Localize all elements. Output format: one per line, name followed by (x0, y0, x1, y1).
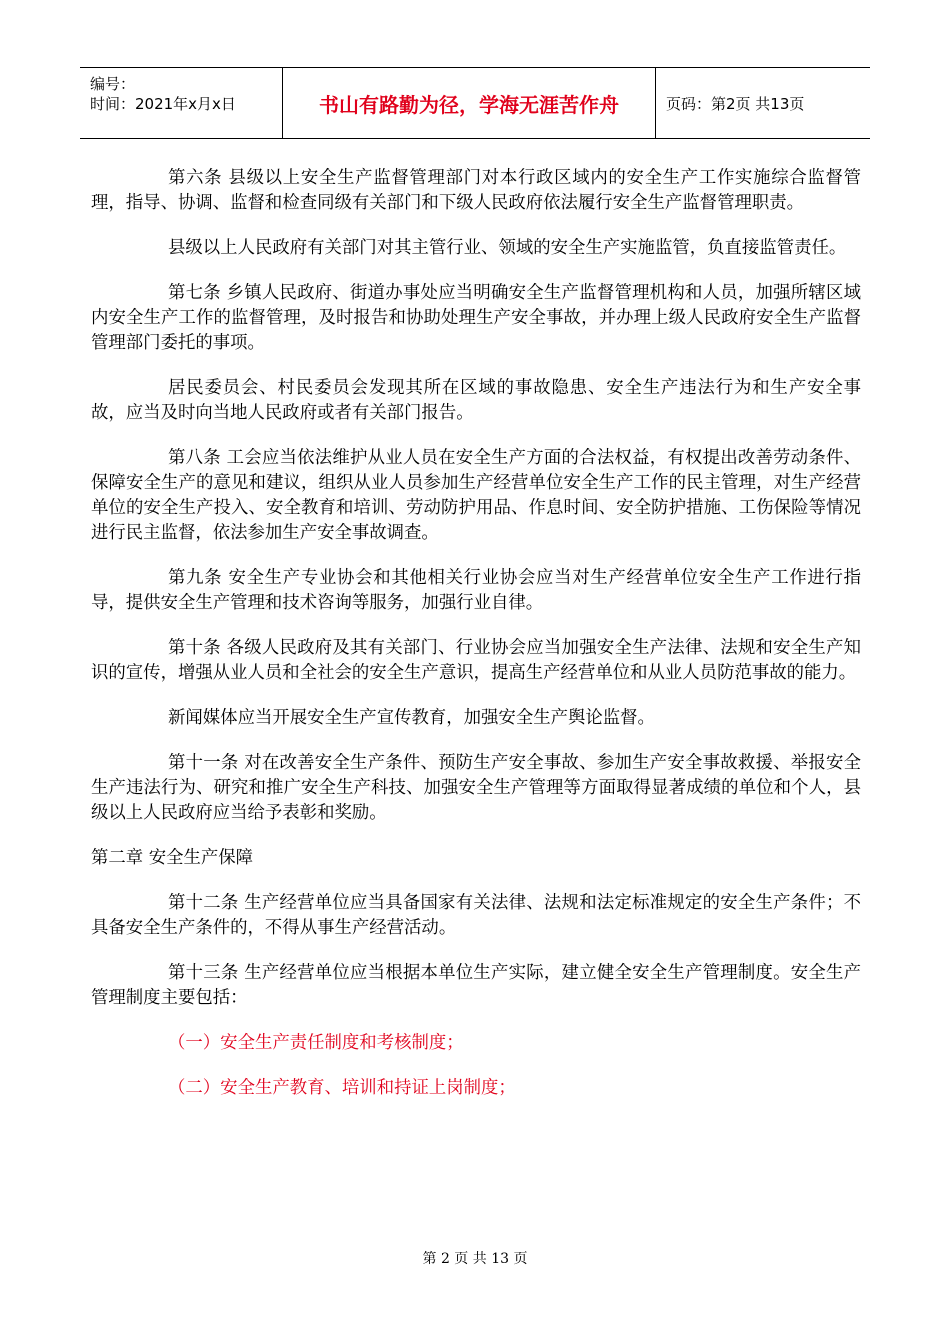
article-7: 第七条 乡镇人民政府、街道办事处应当明确安全生产监督管理机构和人员，加强所辖区域内安全生产工作的监督管理，及时报告和协助处理生产安全事故，并办理上级人民政府安全生产监督管理部门委托的事项。 (91, 283, 861, 353)
article-10-paragraph-2: 新闻媒体应当开展安全生产宣传教育，加强安全生产舆论监督。 (168, 708, 655, 728)
document-number: 编号： (90, 75, 136, 93)
article-12: 第十二条 生产经营单位应当具备国家有关法律、法规和法定标准规定的安全生产条件；不具备安全生产条件的，不得从事生产经营活动。 (91, 893, 861, 938)
document-date: 时间：2021年x月x日 (90, 95, 236, 113)
article-13: 第十三条 生产经营单位应当根据本单位生产实际，建立健全安全生产管理制度。安全生产管理制度主要包括： (91, 963, 861, 1008)
article-6: 第六条 县级以上安全生产监督管理部门对本行政区域内的安全生产工作实施综合监督管理，指导、协调、监督和检查同级有关部门和下级人民政府依法履行安全生产监督管理职责。 (91, 168, 861, 213)
article-10: 第十条 各级人民政府及其有关部门、行业协会应当加强安全生产法律、法规和安全生产知识的宣传，增强从业人员和全社会的安全生产意识，提高生产经营单位和从业人员防范事故的能力。 (91, 638, 861, 683)
page-footer: 第 2 页 共 13 页 (422, 1251, 528, 1267)
article-9: 第九条 安全生产专业协会和其他相关行业协会应当对生产经营单位安全生产工作进行指导，提供安全生产管理和技术咨询等服务，加强行业自律。 (91, 568, 861, 613)
header-meta (80, 68, 282, 138)
article-8: 第八条 工会应当依法维护从业人员在安全生产方面的合法权益，有权提出改善劳动条件、保障安全生产的意见和建议，组织从业人员参加生产经营单位安全生产工作的民主管理，对生产经营单位的安全生产投入、安全教育和培训、劳动防护用品、作息时间、安全防护措施、工伤保险等情况进行民主监督，依法参加生产安全事故调查。 (91, 448, 861, 543)
chapter-heading: 第二章 安全生产保障 (91, 848, 254, 868)
document-header (80, 67, 870, 139)
article-6-paragraph-2: 县级以上人民政府有关部门对其主管行业、领域的安全生产实施监管，负直接监管责任。 (168, 238, 847, 258)
article-7-paragraph-2: 居民委员会、村民委员会发现其所在区域的事故隐患、安全生产违法行为和生产安全事故，应当及时向当地人民政府或者有关部门报告。 (91, 378, 861, 423)
header-motto: 书山有路勤为径，学海无涯苦作舟 (282, 68, 656, 138)
header-page-info: 页码：第2页 共13页 (666, 94, 805, 113)
list-item-2: （二）安全生产教育、培训和持证上岗制度； (168, 1078, 516, 1098)
list-item-1: （一）安全生产责任制度和考核制度； (168, 1033, 464, 1053)
article-11: 第十一条 对在改善安全生产条件、预防生产安全事故、参加生产安全事故救援、举报安全生产违法行为、研究和推广安全生产科技、加强安全生产管理等方面取得显著成绩的单位和个人，县级以上人民政府应当给予表彰和奖励。 (91, 753, 861, 823)
document-body (91, 166, 861, 1121)
